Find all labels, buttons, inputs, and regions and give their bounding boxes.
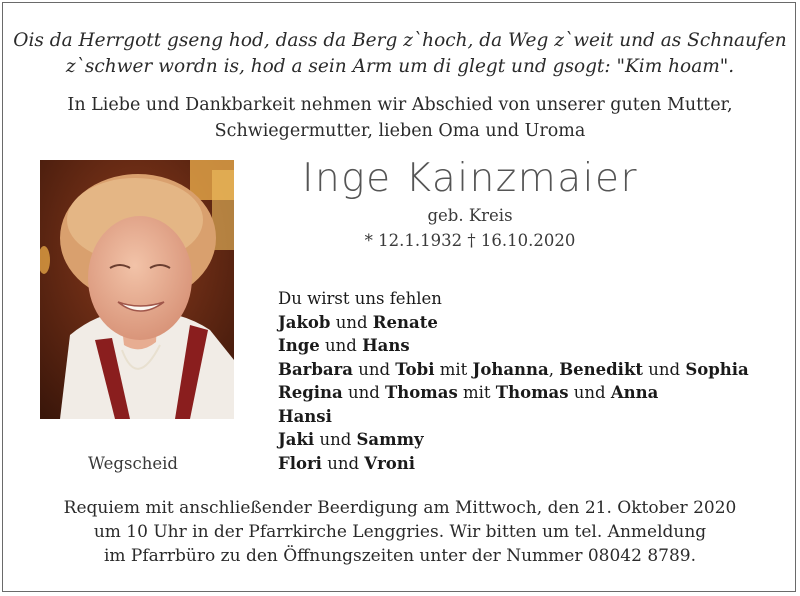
mourner-name: Vroni (364, 453, 416, 473)
mourner-line (278, 311, 749, 335)
connector-text: mit (434, 359, 473, 379)
mourner-line (278, 428, 749, 452)
mourner-name: Regina (278, 383, 343, 402)
mourner-name: Renate (372, 312, 438, 332)
connector-text: und (568, 383, 611, 402)
mourner-name: Jakob (278, 312, 331, 332)
quote-line: z`schwer wordn is, hod a sein Arm um di glegt und gsogt: "Kim hoam". (65, 56, 735, 77)
connector-text: mit (457, 383, 496, 402)
mourner-name: Inge (278, 336, 320, 355)
footer-line: im Pfarrbüro zu den Öffnungszeiten unter der Nummer 08042 8789. (103, 546, 697, 566)
connector-text: und (321, 453, 365, 473)
quote-line: Ois da Herrgott gseng hod, dass da Berg z`hoch, da Weg z`weit und as Schnaufen (13, 30, 787, 51)
connector-text: und (352, 359, 396, 379)
footer-line: um 10 Uhr in der Pfarrkirche Lenggries. Wir bitten um tel. Anmeldung (93, 522, 707, 542)
mourner-lines (278, 311, 749, 476)
mourner-name: Thomas (385, 383, 458, 402)
mourners-heading: Du wirst uns fehlen (278, 289, 442, 308)
birth-name: geb. Kreis (427, 206, 513, 225)
life-dates: * 12.1.1932 † 16.10.2020 (364, 231, 576, 250)
mourner-line (278, 405, 749, 429)
mourner-line (278, 381, 749, 405)
mourner-name: Sammy (356, 430, 424, 449)
connector-text: und (342, 383, 386, 402)
funeral-details (0, 496, 800, 568)
intro-text (0, 92, 800, 144)
mourner-line (278, 358, 749, 382)
mourner-name: Hansi (278, 406, 332, 426)
footer-line: Requiem mit anschließender Beerdigung am Mittwoch, den 21. Oktober 2020 (63, 498, 737, 518)
portrait-illustration (40, 160, 234, 419)
mourner-name: Jaki (278, 430, 315, 449)
portrait-photo (40, 160, 234, 419)
dialect-quote (0, 28, 800, 80)
mourner-name: Benedikt (559, 359, 644, 379)
connector-text: , (548, 359, 560, 379)
mourner-name: Thomas (495, 383, 569, 402)
mourner-name: Tobi (395, 359, 435, 379)
connector-text: und (643, 359, 686, 379)
mourner-name: Johanna (472, 359, 549, 379)
place-name: Wegscheid (88, 454, 178, 473)
mourner-line (278, 334, 749, 358)
intro-line: In Liebe und Dankbarkeit nehmen wir Abschied von unserer guten Mutter, (67, 95, 733, 115)
mourner-line (278, 452, 749, 476)
connector-text: und (319, 336, 363, 355)
mourner-name: Barbara (278, 359, 353, 379)
intro-line: Schwiegermutter, lieben Oma und Uroma (214, 121, 586, 141)
connector-text: und (330, 312, 373, 332)
mourner-name: Anna (610, 383, 659, 402)
mourner-name: Sophia (685, 359, 749, 379)
mourner-name: Flori (278, 453, 322, 473)
connector-text: und (314, 430, 357, 449)
mourners-list (278, 287, 749, 475)
deceased-name: Inge Kainzmaier (301, 156, 639, 201)
mourner-name: Hans (362, 336, 410, 355)
